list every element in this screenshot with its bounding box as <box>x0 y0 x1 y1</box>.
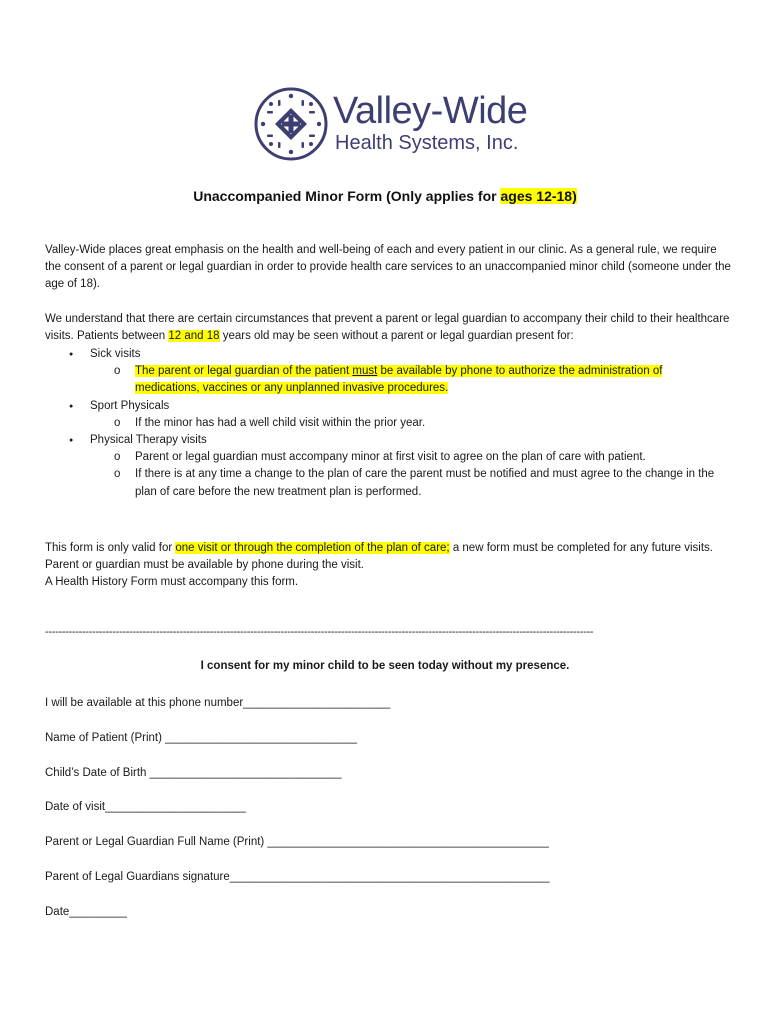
validity-line-1 <box>45 540 735 557</box>
bullet-label: Sport Physicals <box>90 399 170 412</box>
bullet-label: Sick visits <box>90 348 141 360</box>
validity-pre: This form is only valid for <box>45 542 176 554</box>
sub-bullet-marker: o <box>114 451 121 464</box>
intro-paragraph: Valley-Wide places great emphasis on the health and well-being of each and every patient in our clinic. As a general rule, we require the consent of a parent or legal guardian in order to provide health care services to an unaccompanied minor child (someone under the age of 18). <box>45 244 731 290</box>
sub-bullet-marker: o <box>114 468 121 481</box>
guardian-signature-field[interactable]: Parent of Legal Guardians signature__________________________________________________ <box>45 871 550 883</box>
therapy-requirement-2: If there is at any time a change to the plan of care the parent must be notified and must agree to the change in the plan of care before the new treatment plan is performed. <box>135 468 715 498</box>
sick-requirement-pre: The parent or legal guardian of the patient <box>135 365 353 378</box>
circumstances-paragraph <box>45 311 735 345</box>
validity-post: a new form must be completed for any future visits. <box>449 542 713 554</box>
title-highlight: ages 12-18) <box>500 188 577 204</box>
sub-item-therapy-plan-change <box>45 466 735 500</box>
sub-item-sport-physicals <box>45 415 735 432</box>
form-title <box>0 188 770 204</box>
phone-field[interactable]: I will be available at this phone number_______________________ <box>45 697 391 709</box>
logo-subtitle: Health Systems, Inc. <box>335 132 519 154</box>
circumstances-part2: years old may be seen without a parent or legal guardian present for: <box>219 330 574 342</box>
age-range-highlight: 12 and 18 <box>168 330 220 342</box>
validity-line-2: Parent or guardian must be available by phone during the visit. <box>45 559 365 571</box>
consent-statement: I consent for my minor child to be seen today without my presence. <box>200 660 570 672</box>
valley-wide-emblem-icon <box>253 86 329 162</box>
list-item-physical-therapy <box>45 432 735 449</box>
list-item-sick-visits <box>45 346 735 363</box>
date-field[interactable]: Date_________ <box>45 906 127 918</box>
logo-name: Valley-Wide <box>333 90 528 132</box>
sub-bullet-marker: o <box>114 416 121 429</box>
therapy-requirement-1: Parent or legal guardian must accompany minor at first visit to agree on the plan of care with patient. <box>135 451 646 464</box>
validity-line-3: A Health History Form must accompany this form. <box>45 576 299 588</box>
patient-name-field[interactable]: Name of Patient (Print) ______________________________ <box>45 732 358 744</box>
sick-visit-requirement <box>135 365 662 394</box>
valley-wide-logo <box>253 86 528 166</box>
bullet-label: Physical Therapy visits <box>90 434 207 447</box>
sport-physical-requirement: If the minor has had a well child visit within the prior year. <box>135 416 426 429</box>
sub-item-sick-visits <box>45 363 735 397</box>
visit-date-field[interactable]: Date of visit______________________ <box>45 801 246 813</box>
visit-types-list <box>45 346 735 501</box>
sick-requirement-post: be available by phone to authorize the administration of medications, vaccines or any unplanned invasive procedures. <box>135 365 663 395</box>
separator-line: ------------------------------------------------------------------------------------------------------------------------------------------------------------------- <box>45 626 594 638</box>
guardian-name-field[interactable]: Parent or Legal Guardian Full Name (Print) ____________________________________________ <box>45 836 549 848</box>
list-item-sport-physicals <box>45 398 735 415</box>
validity-paragraph <box>45 540 735 591</box>
sub-item-therapy-first-visit <box>45 449 735 466</box>
date-of-birth-field[interactable]: Child’s Date of Birth ______________________________ <box>45 767 342 779</box>
title-prefix: Unaccompanied Minor Form (Only applies for <box>193 188 501 204</box>
validity-highlight: one visit or through the completion of the plan of care; <box>175 542 450 554</box>
circumstances-part1: We understand that there are certain circumstances that prevent a parent or legal guardian to accompany their child to their healthcare visits. Patients between <box>45 313 730 342</box>
sub-bullet-marker: o <box>114 365 121 378</box>
must-underlined: must <box>352 365 378 378</box>
